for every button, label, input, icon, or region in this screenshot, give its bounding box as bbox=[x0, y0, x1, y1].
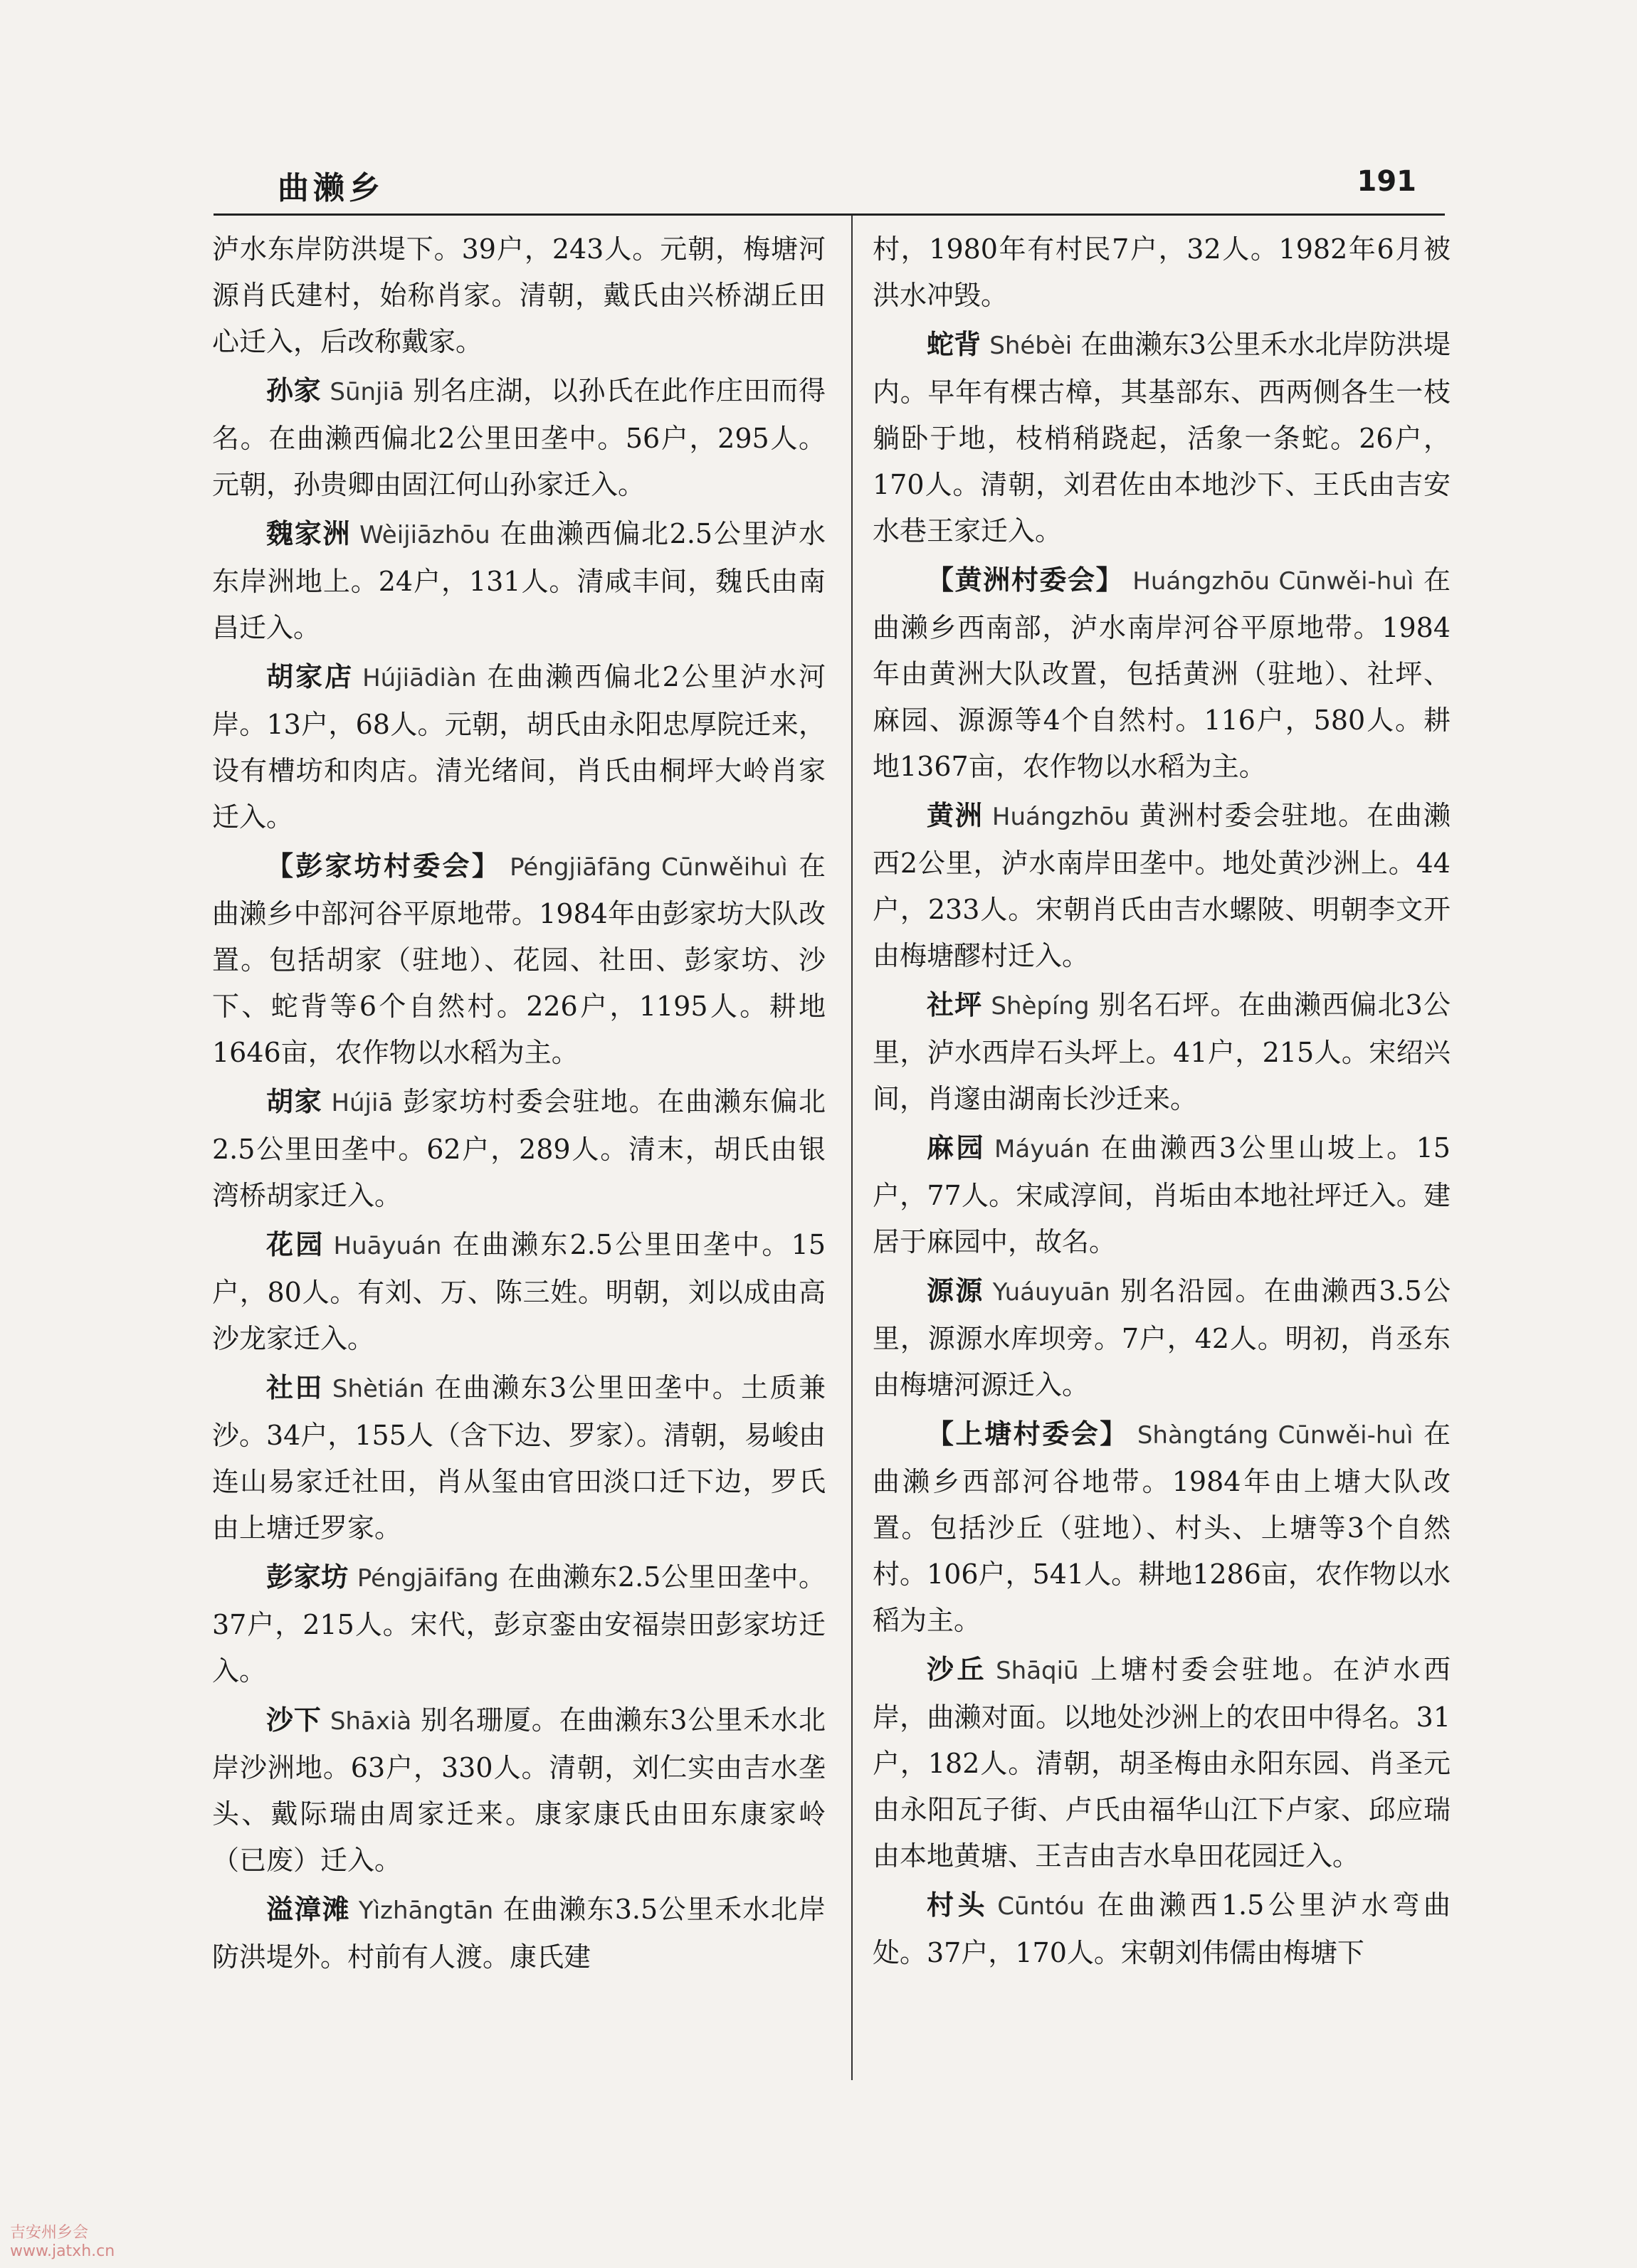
place-pinyin: Sūnjiā bbox=[330, 378, 404, 406]
place-pinyin: Péngjāifāng bbox=[357, 1564, 499, 1593]
place-pinyin: Máyuán bbox=[994, 1135, 1090, 1164]
entry-text: 别名珊厦。在曲濑东3公里禾水北岸沙洲地。63户，330人。清朝，刘仁实由吉水垄头、戴际瑞由周家迁来。康家康氏由田东康家岭（已废）迁入。 bbox=[212, 1704, 826, 1876]
place-pinyin: Péngjiāfāng Cūnwěihuì bbox=[510, 853, 788, 882]
column-divider bbox=[851, 216, 853, 2080]
place-name: 【彭家坊村委会】 bbox=[266, 850, 502, 882]
entry-text: 别名庄湖，以孙氏在此作庄田而得名。在曲濑西偏北2公里田垄中。56户，295人。元朝，孙贵卿由固江何山孙家迁入。 bbox=[212, 375, 826, 500]
place-name: 【黄洲村委会】 bbox=[927, 564, 1125, 596]
entry-paragraph bbox=[212, 368, 826, 508]
entry-text: 在曲濑西偏北2.5公里泸水东岸洲地上。24户，131人。清咸丰间，魏氏由南昌迁入。 bbox=[212, 518, 826, 643]
place-name: 溢漳滩 bbox=[266, 1894, 350, 1925]
place-name: 社坪 bbox=[927, 989, 983, 1020]
entry-text: 在曲濑东2.5公里田垄中。37户，215人。宋代，彭京銮由安福崇田彭家坊迁入。 bbox=[212, 1561, 826, 1687]
entry-text: 在曲濑乡西部河谷地带。1984年由上塘大队改置。包括沙丘（驻地）、村头、上塘等3个自然村。106户，541人。耕地1286亩，农作物以水稻为主。 bbox=[873, 1418, 1451, 1636]
place-name: 黄洲 bbox=[927, 800, 984, 831]
entry-paragraph bbox=[873, 1647, 1451, 1879]
entry-text: 在曲濑东3公里田垄中。土质兼沙。34户，155人（含下边、罗家）。清朝，易峻由连山易家迁社田，肖从玺由官田淡口迁下边，罗氏由上塘迁罗家。 bbox=[212, 1372, 826, 1544]
header-rule bbox=[214, 213, 1445, 216]
entry-paragraph bbox=[873, 793, 1451, 979]
place-pinyin: Huángzhōu Cūnwěi-huì bbox=[1132, 567, 1414, 596]
place-pinyin: Wèijiāzhōu bbox=[359, 521, 490, 549]
place-pinyin: Yìzhāngtān bbox=[358, 1897, 494, 1925]
place-name: 麻园 bbox=[927, 1132, 986, 1164]
place-pinyin: Shāqiū bbox=[996, 1657, 1079, 1685]
place-name: 胡家店 bbox=[266, 661, 354, 692]
entry-text: 别名石坪。在曲濑西偏北3公里，泸水西岸石头坪上。41户，215人。宋绍兴间，肖邃由湖南长沙迁来。 bbox=[873, 989, 1451, 1114]
entry-paragraph bbox=[873, 1411, 1451, 1644]
place-name: 沙下 bbox=[266, 1704, 322, 1736]
entry-paragraph bbox=[873, 322, 1451, 554]
entry-paragraph bbox=[873, 982, 1451, 1122]
entry-text: 在曲濑东2.5公里田垄中。15户，80人。有刘、万、陈三姓。明朝，刘以成由高沙龙家迁入。 bbox=[212, 1229, 826, 1354]
place-name: 胡家 bbox=[266, 1086, 323, 1117]
entry-paragraph bbox=[212, 511, 826, 651]
entry-paragraph bbox=[212, 1222, 826, 1362]
entry-text: 上塘村委会驻地。在泸水西岸，曲濑对面。以地处沙洲上的农田中得名。31户，182人。清朝，胡圣梅由永阳东园、肖圣元由永阳瓦子街、卢氏由福华山江下卢家、邱应瑞由本地黄塘、王吉由吉水阜田花园迁入。 bbox=[873, 1654, 1451, 1872]
entry-paragraph bbox=[873, 1268, 1451, 1408]
place-pinyin: Shèpíng bbox=[991, 992, 1090, 1020]
place-pinyin: Shébèi bbox=[989, 332, 1073, 360]
entry-paragraph bbox=[212, 1079, 826, 1219]
place-name: 孙家 bbox=[266, 375, 322, 406]
entry-paragraph bbox=[212, 1554, 826, 1694]
place-name: 村头 bbox=[927, 1889, 989, 1921]
page-number: 191 bbox=[1357, 165, 1416, 198]
entry-paragraph bbox=[873, 1125, 1451, 1265]
place-pinyin: Yuáuyuān bbox=[992, 1278, 1110, 1307]
entry-text: 在曲濑西3公里山坡上。15户，77人。宋咸淳间，肖垢由本地社坪迁入。建居于麻园中，故名。 bbox=[873, 1132, 1451, 1257]
place-name: 源源 bbox=[927, 1275, 984, 1307]
entry-text: 在曲濑乡西南部，泸水南岸河谷平原地带。1984年由黄洲大队改置，包括黄洲（驻地）、社坪、麻园、源源等4个自然村。116户，580人。耕地1367亩，农作物以水稻为主。 bbox=[873, 564, 1451, 782]
place-pinyin: Shāxià bbox=[330, 1707, 412, 1736]
place-pinyin: Huāyuán bbox=[333, 1232, 442, 1260]
place-pinyin: Cūntóu bbox=[997, 1892, 1085, 1921]
entry-paragraph bbox=[212, 1365, 826, 1551]
entry-paragraph: 泸水东岸防洪堤下。39户，243人。元朝，梅塘河源肖氏建村，始称肖家。清朝，戴氏由兴桥湖丘田心迁入，后改称戴家。 bbox=[212, 233, 826, 357]
entry-paragraph bbox=[212, 1697, 826, 1884]
watermark-line: 吉安州乡会 bbox=[10, 2224, 89, 2242]
entry-paragraph bbox=[212, 1887, 826, 1980]
place-pinyin: Hújiādiàn bbox=[362, 664, 477, 692]
place-name: 社田 bbox=[266, 1372, 324, 1403]
place-pinyin: Shàngtáng Cūnwěi-huì bbox=[1137, 1421, 1414, 1450]
entry-text: 在曲濑乡中部河谷平原地带。1984年由彭家坊大队改置。包括胡家（驻地）、花园、社田、彭家坊、沙下、蛇背等6个自然村。226户，1195人。耕地1646亩，农作物以水稻为主。 bbox=[212, 850, 826, 1068]
page-title: 曲濑乡 bbox=[278, 170, 384, 206]
place-name: 沙丘 bbox=[927, 1654, 988, 1685]
entry-paragraph bbox=[873, 557, 1451, 790]
place-name: 魏家洲 bbox=[266, 518, 352, 549]
entry-text: 黄洲村委会驻地。在曲濑西2公里，泸水南岸田垄中。地处黄沙洲上。44户，233人。宋朝肖氏由吉水螺陂、明朝李文开由梅塘醪村迁入。 bbox=[873, 800, 1451, 971]
entry-text: 别名沿园。在曲濑西3.5公里，源源水库坝旁。7户，42人。明初，肖丞东由梅塘河源迁入。 bbox=[873, 1275, 1451, 1401]
entry-paragraph bbox=[212, 843, 826, 1076]
site-watermark bbox=[10, 2220, 115, 2260]
entry-paragraph bbox=[873, 1882, 1451, 1976]
place-name: 蛇背 bbox=[927, 329, 981, 360]
entry-paragraph bbox=[212, 654, 826, 840]
left-column bbox=[212, 226, 826, 1983]
entry-text: 在曲濑东3公里禾水北岸防洪堤内。早年有棵古樟，其基部东、西两侧各生一枝躺卧于地，枝梢稍跷起，活象一条蛇。26户，170人。清朝，刘君佐由本地沙下、王氏由吉安水巷王家迁入。 bbox=[873, 329, 1451, 547]
entry-text: 在曲濑西1.5公里泸水弯曲处。37户，170人。宋朝刘伟儒由梅塘下 bbox=[873, 1889, 1451, 1968]
right-column bbox=[873, 226, 1451, 1979]
place-pinyin: Shètián bbox=[332, 1375, 425, 1403]
entry-text: 在曲濑东3.5公里禾水北岸防洪堤外。村前有人渡。康氏建 bbox=[212, 1894, 826, 1973]
place-pinyin: Huángzhōu bbox=[991, 803, 1130, 831]
place-name: 【上塘村委会】 bbox=[927, 1418, 1129, 1450]
place-name: 花园 bbox=[266, 1229, 325, 1260]
entry-text: 彭家坊村委会驻地。在曲濑东偏北2.5公里田垄中。62户，289人。清末，胡氏由银湾桥胡家迁入。 bbox=[212, 1086, 826, 1211]
page-header bbox=[214, 162, 1423, 205]
entry-paragraph: 村，1980年有村民7户，32人。1982年6月被洪水冲毁。 bbox=[873, 233, 1451, 311]
entry-text: 在曲濑西偏北2公里泸水河岸。13户，68人。元朝，胡氏由永阳忠厚院迁来，设有槽坊和肉店。清光绪间，肖氏由桐坪大岭肖家迁入。 bbox=[212, 661, 826, 833]
watermark-url: www.jatxh.cn bbox=[10, 2242, 115, 2260]
place-name: 彭家坊 bbox=[266, 1561, 349, 1593]
place-pinyin: Hújiā bbox=[331, 1089, 394, 1117]
